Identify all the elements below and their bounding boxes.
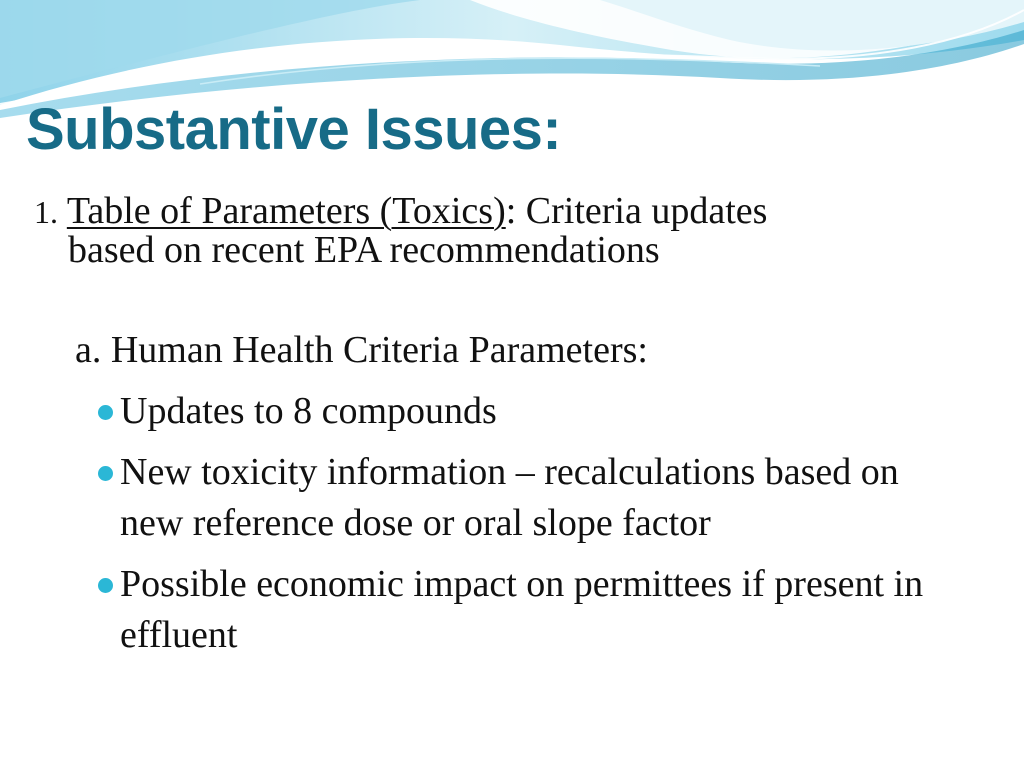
subheading-human-health: a. Human Health Criteria Parameters: [75, 329, 648, 371]
list-item [90, 559, 970, 661]
item-number: 1. [34, 194, 58, 230]
bullet-dot-icon [98, 578, 113, 593]
bullet-text: New toxicity information – recalculations based on new reference dose or oral slope factor [120, 451, 899, 544]
list-item [90, 447, 970, 549]
bullet-text: Updates to 8 compounds [120, 390, 497, 432]
table-of-parameters-label: Table of Parameters (Toxics) [66, 190, 506, 232]
item1-continuation: based on recent EPA recommendations [68, 229, 660, 271]
slide-title: Substantive Issues: [26, 97, 562, 162]
bullet-text: Possible economic impact on permittees if present in effluent [120, 563, 924, 656]
bullet-dot-icon [98, 405, 113, 420]
list-item [90, 386, 970, 437]
bullet-dot-icon [98, 466, 113, 481]
item1-first-line [34, 192, 964, 231]
item1-rest-text: : Criteria updates [505, 190, 768, 232]
numbered-item-1 [34, 192, 964, 269]
bullet-list [90, 386, 970, 671]
